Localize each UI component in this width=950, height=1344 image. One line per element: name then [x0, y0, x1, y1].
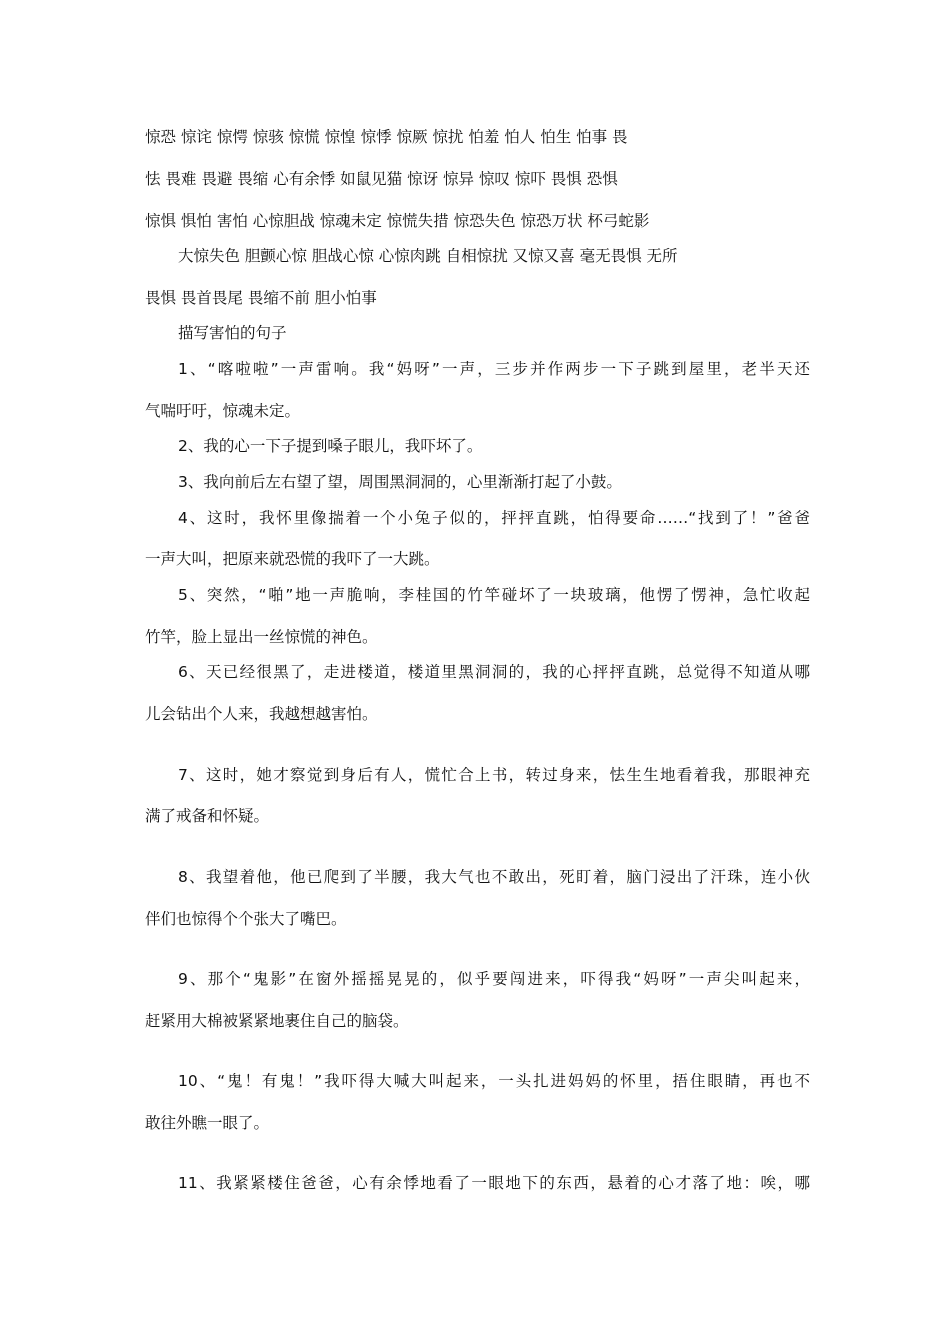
- sentence-2: 2、我的心一下子提到嗓子眼儿，我吓坏了。: [178, 437, 483, 455]
- sentence-6-line-1: 6、天已经很黑了，走进楼道，楼道里黑洞洞的，我的心抨抨直跳，总觉得不知道从哪: [178, 663, 810, 681]
- sentence-10-line-2: 敢往外瞧一眼了。: [145, 1114, 270, 1132]
- sentence-1-line-1: 1、“喀啦啦”一声雷响。我“妈呀”一声，三步并作两步一下子跳到屋里，老半天还: [178, 360, 810, 378]
- sentence-11-line-1: 11、我紧紧楼住爸爸，心有余悸地看了一眼地下的东西，悬着的心才落了地：唉，哪: [178, 1174, 810, 1192]
- section-title: 描写害怕的句子: [178, 324, 287, 342]
- sentence-6-line-2: 儿会钻出个人来，我越想越害怕。: [145, 705, 378, 723]
- sentence-3: 3、我向前后左右望了望，周围黑洞洞的，心里渐渐打起了小鼓。: [178, 473, 622, 491]
- sentence-5-line-1: 5、突然，“啪”地一声脆响，李桂国的竹竿碰坏了一块玻璃，他愣了愣神，急忙收起: [178, 586, 810, 604]
- vocab-line-5: 畏惧 畏首畏尾 畏缩不前 胆小怕事: [145, 289, 377, 307]
- sentence-5-line-2: 竹竿，脸上显出一丝惊慌的神色。: [145, 628, 378, 646]
- sentence-4-line-2: 一声大叫，把原来就恐慌的我吓了一大跳。: [145, 550, 440, 568]
- vocab-line-1: 惊恐 惊诧 惊愕 惊骇 惊慌 惊惶 惊悸 惊厥 惊扰 怕羞 怕人 怕生 怕事 畏: [145, 128, 628, 146]
- vocab-line-3: 惊惧 惧怕 害怕 心惊胆战 惊魂未定 惊慌失措 惊恐失色 惊恐万状 杯弓蛇影: [145, 212, 650, 230]
- sentence-4-line-1: 4、这时，我怀里像揣着一个小兔子似的，抨抨直跳，怕得要命……“找到了！”爸爸: [178, 509, 810, 527]
- sentence-8-line-2: 伴们也惊得个个张大了嘴巴。: [145, 910, 347, 928]
- vocab-line-4: 大惊失色 胆颤心惊 胆战心惊 心惊肉跳 自相惊扰 又惊又喜 毫无畏惧 无所: [178, 247, 678, 265]
- sentence-9-line-1: 9、那个“鬼影”在窗外摇摇晃晃的，似乎要闯进来，吓得我“妈呀”一声尖叫起来，: [178, 970, 810, 988]
- sentence-1-line-2: 气喘吁吁，惊魂未定。: [145, 402, 301, 420]
- vocab-line-2: 怯 畏难 畏避 畏缩 心有余悸 如鼠见猫 惊讶 惊异 惊叹 惊吓 畏惧 恐惧: [145, 170, 618, 188]
- sentence-10-line-1: 10、“鬼！有鬼！”我吓得大喊大叫起来，一头扎进妈妈的怀里，捂住眼睛，再也不: [178, 1072, 810, 1090]
- sentence-7-line-2: 满了戒备和怀疑。: [145, 807, 270, 825]
- sentence-7-line-1: 7、这时，她才察觉到身后有人，慌忙合上书，转过身来，怯生生地看着我，那眼神充: [178, 766, 810, 784]
- sentence-8-line-1: 8、我望着他，他已爬到了半腰，我大气也不敢出，死盯着，脑门浸出了汗珠，连小伙: [178, 868, 810, 886]
- sentence-9-line-2: 赶紧用大棉被紧紧地裹住自己的脑袋。: [145, 1012, 409, 1030]
